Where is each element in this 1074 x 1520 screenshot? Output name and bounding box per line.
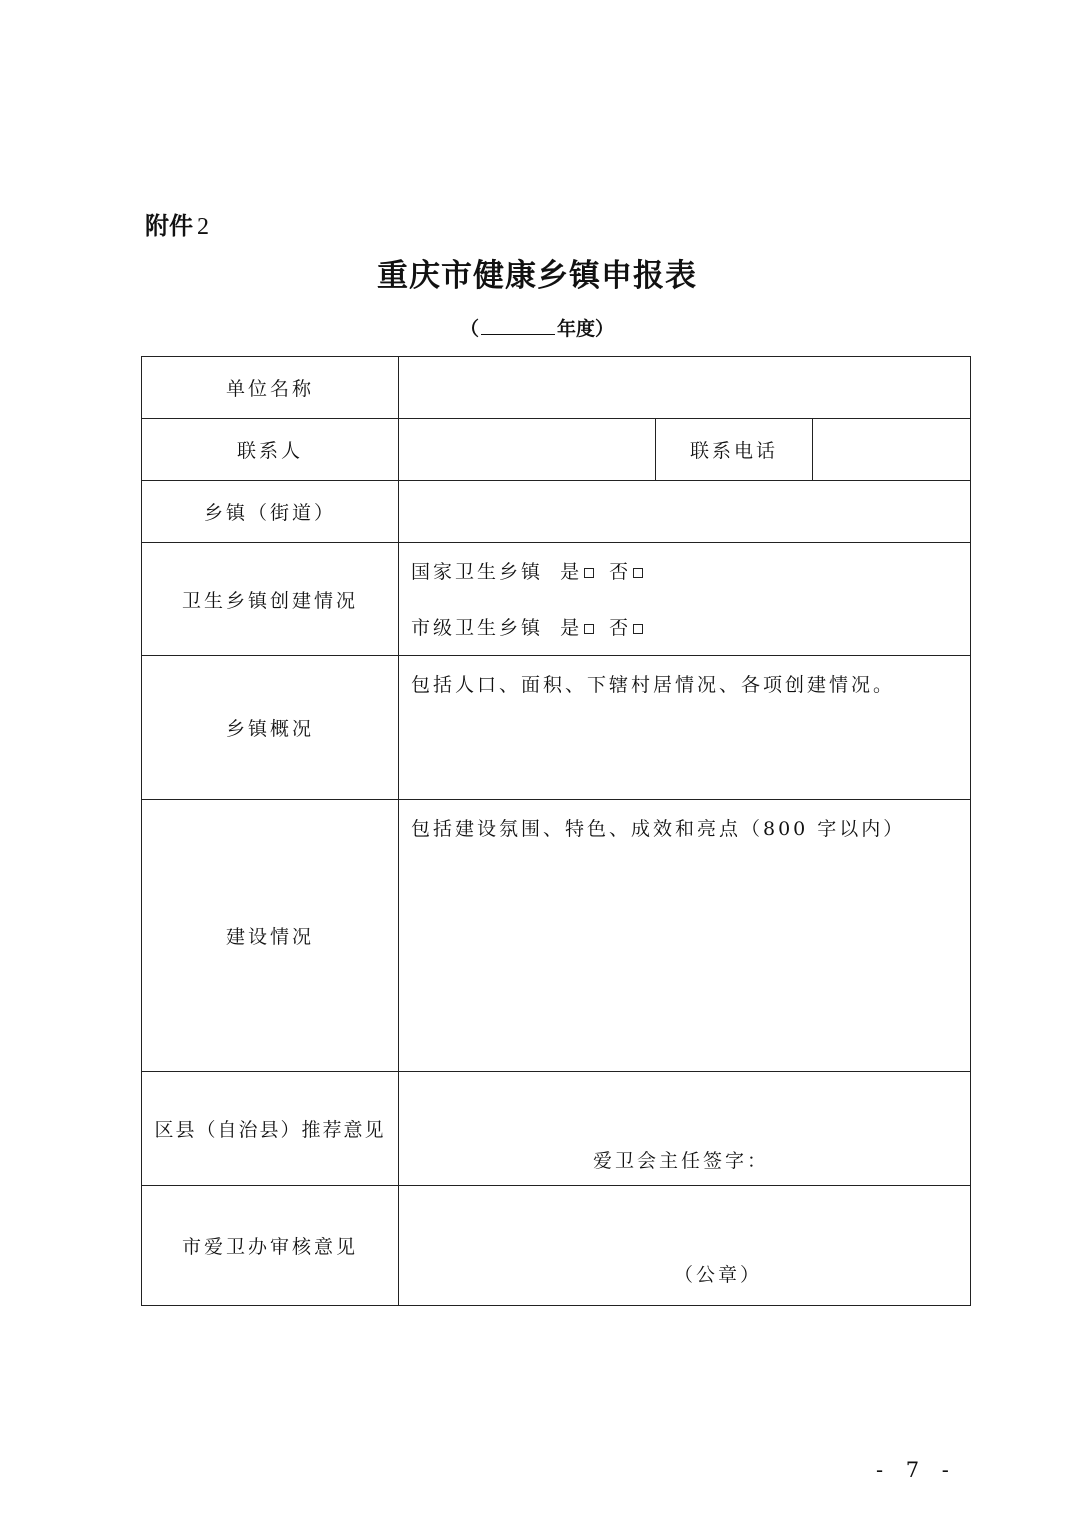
checkbox-municipal-no[interactable] — [633, 624, 643, 634]
year-blank-field[interactable] — [481, 316, 555, 335]
option-national-yes: 是 — [560, 561, 583, 583]
sanitation-label: 卫生乡镇创建情况 — [142, 543, 399, 656]
sanitation-options-cell — [399, 543, 971, 656]
phone-label: 联系电话 — [656, 419, 813, 481]
city-seal-label: （公章） — [674, 1264, 763, 1286]
construction-field[interactable] — [399, 800, 971, 1072]
unit-name-field[interactable] — [399, 357, 971, 419]
option-municipal-no: 否 — [609, 617, 632, 639]
district-opinion-field[interactable] — [399, 1072, 971, 1186]
sanitation-option-municipal — [411, 613, 970, 641]
city-opinion-field[interactable] — [399, 1186, 971, 1306]
year-open-paren: （ — [459, 318, 479, 340]
attachment-number: 2 — [197, 214, 209, 240]
year-suffix: 年度） — [557, 318, 615, 340]
city-opinion-label: 市爱卫办审核意见 — [142, 1186, 399, 1306]
row-sanitation — [142, 543, 971, 656]
overview-label: 乡镇概况 — [142, 656, 399, 800]
attachment-heading — [145, 206, 209, 241]
checkbox-national-yes[interactable] — [584, 568, 594, 578]
township-field[interactable] — [399, 481, 971, 543]
contact-field[interactable] — [399, 419, 656, 481]
option-national-name: 国家卫生乡镇 — [411, 561, 544, 583]
checkbox-municipal-yes[interactable] — [584, 624, 594, 634]
construction-label: 建设情况 — [142, 800, 399, 1072]
row-contact — [142, 419, 971, 481]
row-unit-name — [142, 357, 971, 419]
application-form-table — [141, 356, 971, 1306]
row-construction — [142, 800, 971, 1072]
checkbox-national-no[interactable] — [633, 568, 643, 578]
district-opinion-label: 区县（自治县）推荐意见 — [142, 1072, 399, 1186]
district-sign-label: 爱卫会主任签字： — [593, 1150, 770, 1172]
row-district-opinion — [142, 1072, 971, 1186]
option-municipal-yes: 是 — [560, 617, 583, 639]
township-label: 乡镇（街道） — [142, 481, 399, 543]
overview-hint: 包括人口、面积、下辖村居情况、各项创建情况。 — [411, 674, 896, 696]
page-number: - 7 - — [876, 1458, 957, 1482]
row-township — [142, 481, 971, 543]
option-municipal-name: 市级卫生乡镇 — [411, 617, 544, 639]
construction-hint: 包括建设氛围、特色、成效和亮点（800 字以内） — [411, 818, 906, 840]
phone-field[interactable] — [813, 419, 971, 481]
year-line — [0, 314, 1074, 341]
attachment-label: 附件 — [145, 212, 193, 240]
row-overview — [142, 656, 971, 800]
page-title: 重庆市健康乡镇申报表 — [377, 258, 697, 294]
overview-field[interactable] — [399, 656, 971, 800]
contact-label: 联系人 — [142, 419, 399, 481]
row-city-opinion — [142, 1186, 971, 1306]
sanitation-option-national — [411, 557, 970, 585]
option-national-no: 否 — [609, 561, 632, 583]
unit-name-label: 单位名称 — [142, 357, 399, 419]
